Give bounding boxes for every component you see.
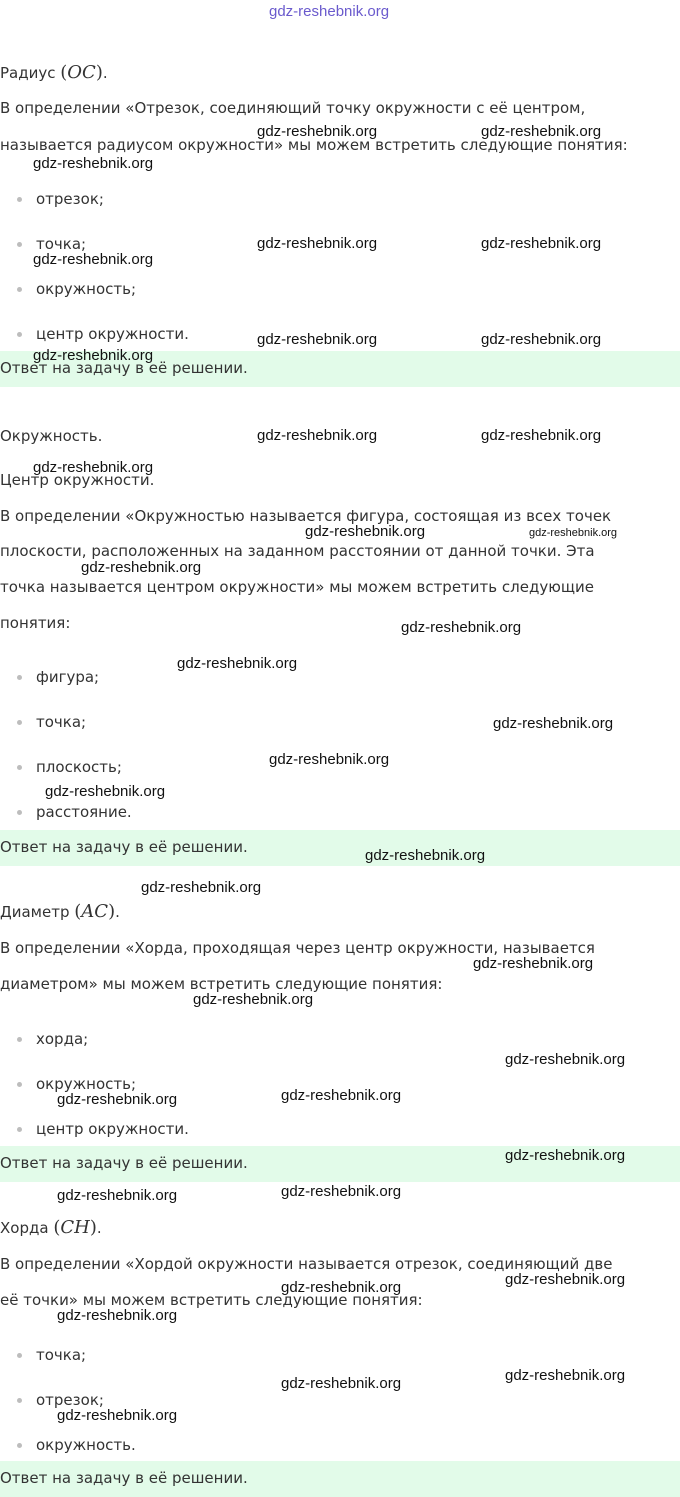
list-item: окружность; [36, 1075, 137, 1093]
watermark: gdz-reshebnik.org [365, 847, 486, 864]
watermark: gdz-reshebnik.org [305, 523, 426, 540]
watermark: gdz-reshebnik.org [193, 991, 314, 1008]
list-item: хорда; [36, 1030, 89, 1048]
answer-text: Ответ на задачу в её решении. [0, 1154, 248, 1172]
section-heading-center: Центр окружности. [0, 471, 155, 489]
math-paren-open: ( [53, 1217, 61, 1238]
watermark: gdz-reshebnik.org [257, 331, 378, 348]
watermark: gdz-reshebnik.org [33, 459, 154, 476]
definition-line: плоскости, расположенных на заданном расстоянии от данной точки. Эта [0, 542, 595, 560]
answer-text: Ответ на задачу в её решении. [0, 838, 248, 856]
list-item: точка; [36, 1346, 87, 1364]
math-symbol: AC [81, 901, 109, 922]
heading-period: . [115, 903, 120, 921]
definition-line: В определении «Отрезок, соединяющий точку окружности с её центром, [0, 99, 586, 117]
watermark: gdz-reshebnik.org [473, 955, 594, 972]
watermark: gdz-reshebnik.org [481, 427, 602, 444]
math-symbol: OC [67, 62, 96, 83]
heading-period: . [102, 64, 108, 82]
watermark: gdz-reshebnik.org [57, 1187, 178, 1204]
watermark: gdz-reshebnik.org [505, 1147, 626, 1164]
watermark: gdz-reshebnik.org [505, 1271, 626, 1288]
math-paren-open: ( [74, 901, 82, 922]
list-item: точка; [36, 713, 87, 731]
list-item: расстояние. [36, 803, 132, 821]
definition-line: В определении «Окружностью называется фигура, состоящая из всех точек [0, 507, 612, 525]
math-paren-close: ) [95, 62, 103, 83]
heading-period: . [96, 1219, 102, 1237]
watermark: gdz-reshebnik.org [33, 155, 154, 172]
watermark: gdz-reshebnik.org [401, 619, 522, 636]
watermark: gdz-reshebnik.org [493, 715, 614, 732]
watermark: gdz-reshebnik.org [45, 783, 166, 800]
definition-line: её точки» мы можем встретить следующие понятия: [0, 1291, 423, 1309]
watermark: gdz-reshebnik.org [57, 1307, 178, 1324]
definition-line: точка называется центром окружности» мы можем встретить следующие [0, 578, 594, 596]
list-item: центр окружности. [36, 325, 189, 343]
list-item: окружность; [36, 280, 137, 298]
heading-word: Хорда [0, 1219, 49, 1237]
math-symbol: CH [60, 1217, 90, 1238]
watermark: gdz-reshebnik.org [505, 1367, 626, 1384]
watermark-link[interactable]: gdz-reshebnik.org [269, 3, 390, 20]
watermark: gdz-reshebnik.org [257, 123, 378, 140]
definition-line: понятия: [0, 614, 71, 632]
definition-line: называется радиусом окружности» мы можем встретить следующие понятия: [0, 136, 628, 154]
watermark: gdz-reshebnik.org [33, 347, 154, 364]
watermark: gdz-reshebnik.org [281, 1375, 402, 1392]
list-item: окружность. [36, 1436, 136, 1454]
list-item: отрезок; [36, 190, 104, 208]
watermark: gdz-reshebnik.org [33, 251, 154, 268]
definition-line: диаметром» мы можем встретить следующие понятия: [0, 975, 443, 993]
watermark: gdz-reshebnik.org [57, 1407, 178, 1424]
answer-text: Ответ на задачу в её решении. [0, 1469, 248, 1487]
watermark: gdz-reshebnik.org [281, 1087, 402, 1104]
watermark: gdz-reshebnik.org [81, 559, 202, 576]
watermark: gdz-reshebnik.org [281, 1183, 402, 1200]
watermark: gdz-reshebnik.org [257, 427, 378, 444]
watermark: gdz-reshebnik.org [57, 1091, 178, 1108]
watermark: gdz-reshebnik.org [481, 123, 602, 140]
watermark: gdz-reshebnik.org [141, 879, 262, 896]
heading-word: Диаметр [0, 903, 70, 921]
list-item: отрезок; [36, 1391, 104, 1409]
definition-line: В определении «Хордой окружности называется отрезок, соединяющий две [0, 1255, 613, 1273]
list-item: фигура; [36, 668, 100, 686]
list-item: центр окружности. [36, 1120, 189, 1138]
list-item: точка; [36, 235, 87, 253]
section-heading-circle: Окружность. [0, 427, 103, 445]
definition-line: В определении «Хорда, проходящая через центр окружности, называется [0, 939, 595, 957]
answer-text: Ответ на задачу в её решении. [0, 359, 248, 377]
math-paren-open: ( [60, 62, 68, 83]
watermark-small: gdz-reshebnik.org [529, 527, 618, 539]
watermark: gdz-reshebnik.org [281, 1279, 402, 1296]
watermark: gdz-reshebnik.org [481, 331, 602, 348]
watermark: gdz-reshebnik.org [257, 235, 378, 252]
watermark: gdz-reshebnik.org [269, 751, 390, 768]
heading-word: Радиус [0, 64, 56, 82]
math-paren-close: ) [89, 1217, 97, 1238]
watermark: gdz-reshebnik.org [505, 1051, 626, 1068]
watermark: gdz-reshebnik.org [177, 655, 298, 672]
list-item: плоскость; [36, 758, 122, 776]
math-paren-close: ) [108, 901, 116, 922]
watermark: gdz-reshebnik.org [481, 235, 602, 252]
